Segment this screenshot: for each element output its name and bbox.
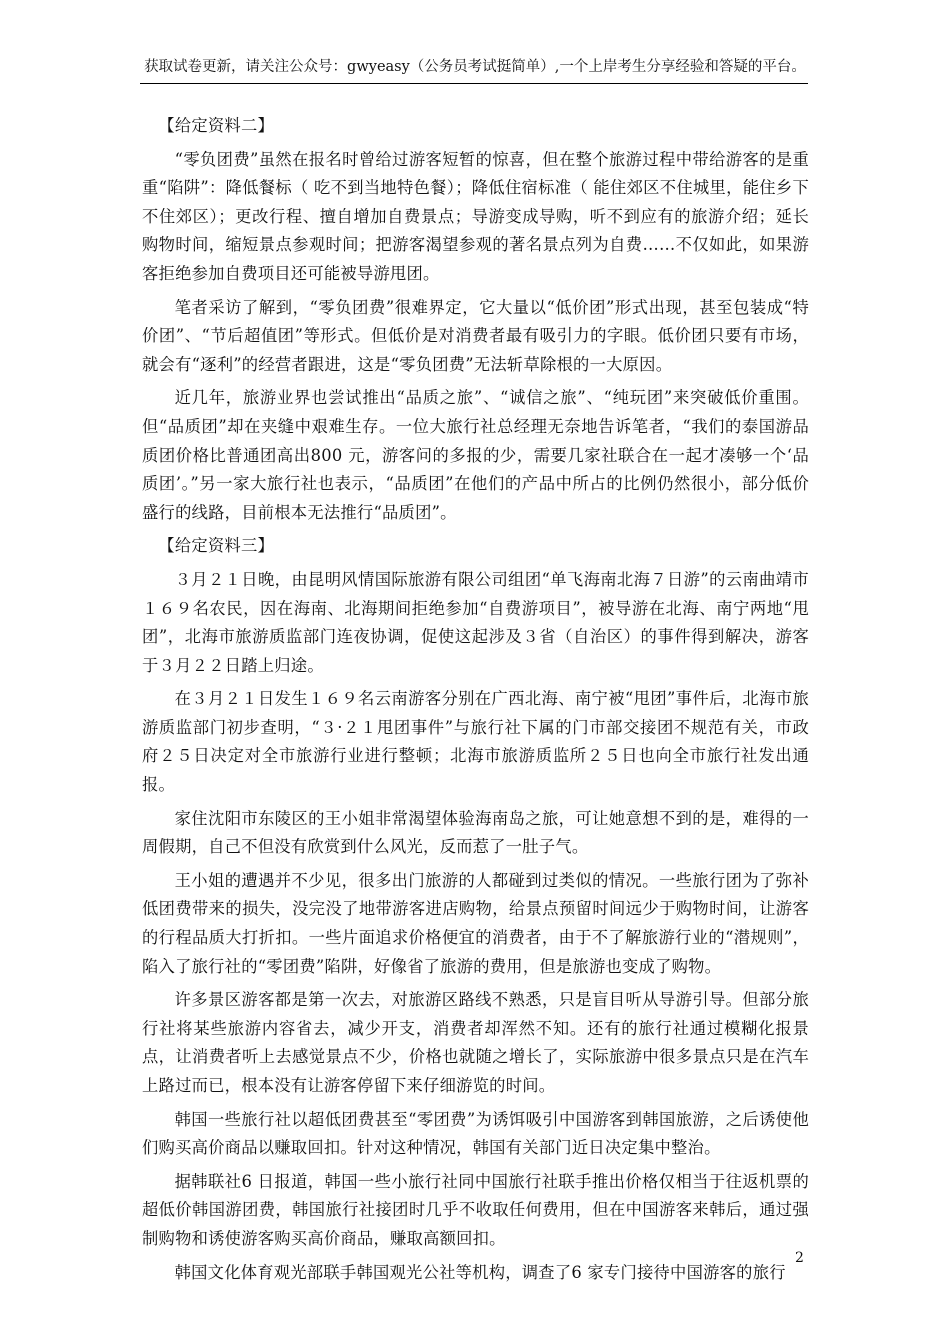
header-divider <box>140 83 808 84</box>
paragraph: 家住沈阳市东陵区的王小姐非常渴望体验海南岛之旅，可让她意想不到的是，难得的一周假期，自己不但没有欣赏到什么风光，反而惹了一肚子气。 <box>142 808 809 857</box>
paragraph: ３月２１日晚，由昆明风情国际旅游有限公司组团“单飞海南北海７日游”的云南曲靖市１６９名农民，因在海南、北海期间拒绝参加“自费游项目”，被导游在北海、南宁两地“甩团”，北海市旅游质监部门连夜协调，促使这起涉及３省（自治区）的事件得到解决，游客于３月２２日踏上归途。 <box>142 569 809 675</box>
section-title: 【给定资料三】 <box>158 536 275 556</box>
section-title: 【给定资料二】 <box>158 116 275 135</box>
page-number: 2 <box>795 1250 804 1266</box>
paragraph: 韩国一些旅行社以超低团费甚至“零团费”为诱饵吸引中国游客到韩国旅游，之后诱使他们购买高价商品以赚取回扣。针对这种情况，韩国有关部门近日决定集中整治。 <box>142 1109 809 1158</box>
paragraph: “零负团费”虽然在报名时曾给过游客短暂的惊喜，但在整个旅游过程中带给游客的是重重“陷阱”：降低餐标（ 吃不到当地特色餐）；降低住宿标准（ 能住郊区不住城里，能住乡下不住郊区）；更改行程、擅自增加自费景点；导游变成导购，听不到应有的旅游介绍；延长购物时间，缩短景点参观时间；把游客渴望参观的著名景点列为自费……不仅如此，如果游客拒绝参加自费项目还可能被导游甩团。 <box>142 149 809 283</box>
paragraph: 在３月２１日发生１６９名云南游客分别在广西北海、南宁被“甩团”事件后，北海市旅游质监部门初步查明，“３·２１甩团事件”与旅行社下属的门市部交接团不规范有关，市政府２５日决定对全市旅游行业进行整顿；北海市旅游质监所２５日也向全市旅行社发出通报。 <box>142 689 809 795</box>
paragraph: 近几年，旅游业界也尝试推出“品质之旅”、“诚信之旅”、“纯玩团”来突破低价重围。但“品质团”却在夹缝中艰难生存。一位大旅行社总经理无奈地告诉笔者，“我们的泰国游品质团价格比普通团高出800 元，游客问的多报的少，需要几家社联合在一起才凑够一个‘品质团’。”另一家大旅行社也表示，“品质团”在他们的产品中所占的比例仍然很小，部分低价盛行的线路，目前根本无法推行“品质团”。 <box>142 388 809 522</box>
document-body <box>142 112 809 1292</box>
paragraph: 韩国文化体育观光部联手韩国观光公社等机构，调查了6 家专门接待中国游客的旅行 <box>174 1262 786 1282</box>
paragraph: 许多景区游客都是第一次去，对旅游区路线不熟悉，只是盲目听从导游引导。但部分旅行社将某些旅游内容省去，减少开支，消费者却浑然不知。还有的旅行社通过模糊化报景点，让消费者听上去感觉景点不少，价格也就随之增长了，实际旅游中很多景点只是在汽车上路过而已，根本没有让游客停留下来仔细游览的时间。 <box>142 990 809 1095</box>
paragraph: 王小姐的遭遇并不少见，很多出门旅游的人都碰到过类似的情况。一些旅行团为了弥补低团费带来的损失，没完没了地带游客进店购物，给景点预留时间远少于购物时间，让游客的行程品质大打折扣。一些片面追求价格便宜的消费者，由于不了解旅游行业的“潜规则”，陷入了旅行社的“零团费”陷阱，好像省了旅游的费用，但是旅游也变成了购物。 <box>142 870 809 976</box>
paragraph: 笔者采访了解到，“零负团费”很难界定，它大量以“低价团”形式出现，甚至包装成“特价团”、“节后超值团”等形式。但低价是对消费者最有吸引力的字眼。低价团只要有市场，就会有“逐利”的经营者跟进，这是“零负团费”无法斩草除根的一大原因。 <box>142 297 809 374</box>
page-header: 获取试卷更新，请关注公众号：gwyeasy（公务员考试挺简单）,一个上岸考生分享经验和答疑的平台。 <box>144 59 806 75</box>
paragraph: 据韩联社6 日报道，韩国一些小旅行社同中国旅行社联手推出价格仅相当于往返机票的超低价韩国游团费，韩国旅行社接团时几乎不收取任何费用，但在中国游客来韩后，通过强制购物和诱使游客购买高价商品，赚取高额回扣。 <box>142 1171 809 1248</box>
